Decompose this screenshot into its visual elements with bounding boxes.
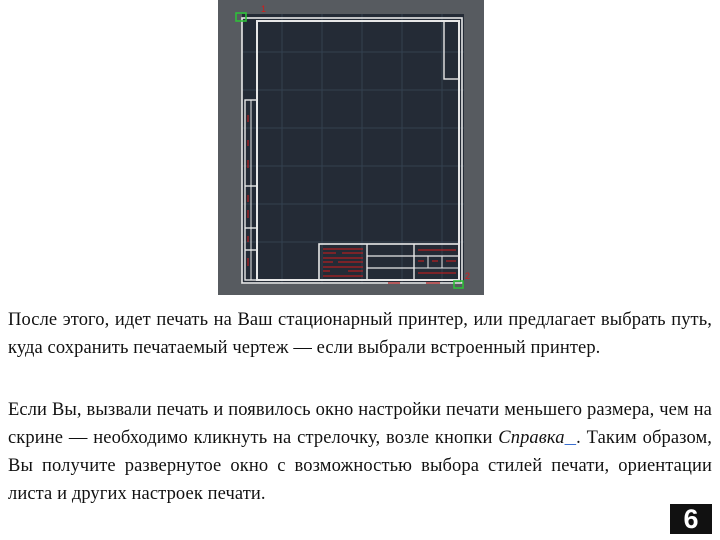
paragraph1-text: После этого, идет печать на Ваш стационарный принтер, или предлагает выбрать путь, куда сохранить печатаемый чертеж — если выбрали встроенный принтер. [8, 310, 712, 358]
drawing-sheet [218, 0, 484, 295]
paragraph-print-settings [8, 396, 712, 508]
drawing-screenshot [218, 0, 484, 295]
page-number-badge: 6 [670, 504, 712, 534]
point-label-2: 2 [465, 271, 471, 281]
point-label-1: 1 [261, 4, 267, 14]
help-button-reference: Справка [498, 428, 565, 448]
help-underline-gap [565, 428, 577, 448]
paragraph2-start: Если Вы, вызвали печать и появилось окно настройки печати меньшего размера, чем на скрине — необходимо кликнуть на стрелочку, возле кнопки [8, 400, 712, 448]
paragraph-print-path [8, 306, 712, 362]
paragraph2-end: . Таким образом, Вы получите развернутое окно с возможностью выбора стилей печати, ориентации листа и других настроек печати. [8, 428, 712, 504]
